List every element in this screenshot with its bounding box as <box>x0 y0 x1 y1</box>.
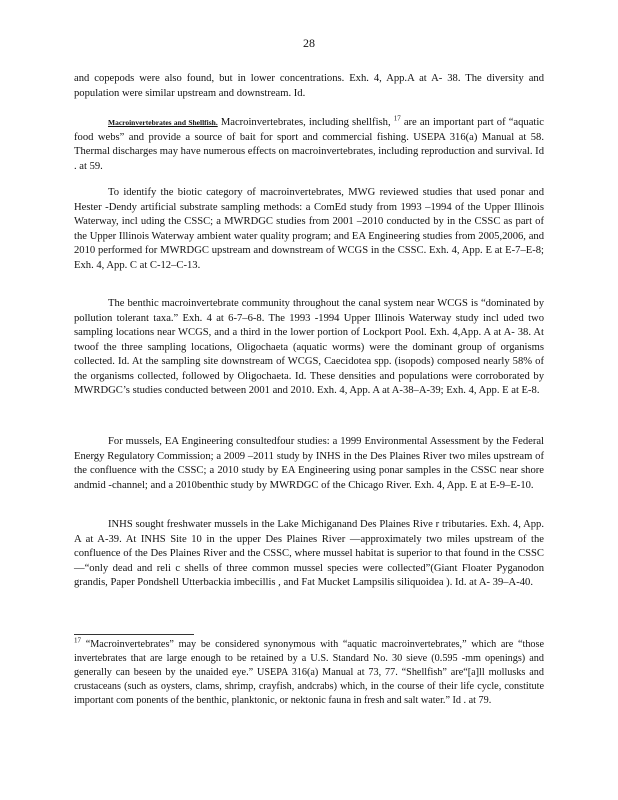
paragraph-2 <box>74 116 544 174</box>
paragraph-5-text: For mussels, EA Engineering consultedfour studies: a 1999 Environmental Assessment by the Federal Energy Regulatory Commission; a 2009 –2011 study by INHS in the Des Plaines River two miles upstream of the confluence with the CSSC; a 2010 study by EA Engineering using ponar samples in the CSSC near shore andmid -channel; and a 2010benthic study by MWRDGC of the Chicago River. Exh. 4, App. E at E-9–E-10. <box>74 436 544 491</box>
page-number: 28 <box>303 36 315 50</box>
section-heading: Macroinvertebrates and Shellfish. <box>108 118 218 127</box>
footnote <box>74 638 544 708</box>
paragraph-1 <box>74 72 544 101</box>
paragraph-3 <box>74 186 544 273</box>
paragraph-2-text <box>74 116 544 174</box>
paragraph-4-text: The benthic macroinvertebrate community throughout the canal system near WCGS is “dominated by pollution tolerant taxa.” Exh. 4 at 6-7–6-8. The 1993 -1994 Upper Illinois Waterway study incl uded two sampling locations near WCGS, and a third in the lower portion of Lockport Pool. Exh. 4,App. A at A- 38. At twoof the three sampling locations, Oligochaeta (aquatic worms) were the dominant group of organisms collected. Id. At the sampling site downstream of WCGS, Caecidotea spp. (isopods) composed nearly 58% of the organisms collected, followed by Oligochaeta. Id. These densities and populations were corroborated by MWRDGC’s studies conducted between 2001 and 2010. Exh. 4, App. A at A-38–A-39; Exh. 4, App. E at E-8. <box>74 298 544 396</box>
paragraph-5 <box>74 435 544 493</box>
paragraph-3-text: To identify the biotic category of macroinvertebrates, MWG reviewed studies that used ponar and Hester -Dendy artificial substrate sampling methods: a ComEd study from 1993 –1994 of the Upper Illinois Waterway, incl uding the CSSC; a MWRDGC studies from 2001 –2010 conducted by in the CSSC as part of the Upper Illinois Waterway ambient water quality program; and EA Engineering studies from 2005,2006, and 2010 performed for MWRDGC upstream and downstream of WCGS in the CSSC. Exh. 4, App. E at E-7–E-8; Exh. 4, App. C at C-12–C-13. <box>74 187 544 271</box>
footnote-body: “Macroinvertebrates” may be considered synonymous with “aquatic macroinvertebrates,” which are “those invertebrates that are large enough to be retained by a U.S. Standard No. 30 sieve (0.595 -mm openings) and generally can beseen by the unaided eye.” USEPA 316(a) Manual at 73, 77. “Shellfish” are“[a]ll mollusks and crustaceans (such as oysters, clams, shrimp, crayfish, andcrabs) which, in the course of their life cycle, constitute important com ponents of the benthic, planktonic, or nektonic fauna in fresh and salt water.” Id . at 79. <box>74 639 545 706</box>
paragraph-2-body: Macroinvertebrates, including shellfish, <box>220 117 391 128</box>
footnote-number: 17 <box>74 636 81 645</box>
paragraph-4 <box>74 297 544 399</box>
footnote-text <box>74 638 544 708</box>
paragraph-6-text: INHS sought freshwater mussels in the Lake Michiganand Des Plaines Rive r tributaries. Exh. 4, App. A at A-39. At INHS Site 10 in the upper Des Plaines River —approximately two miles upstream of the confluence of the Des Plaines River and the CSSC, where mussel habitat is superior to that found in the CSSC —“only dead and reli c shells of three common mussel species were collected”(Giant Floater Pyganodon grandis, Paper Pondshell Utterbackia imbecillis , and Fat Mucket Lampsilis siliquoidea ). Id. at A- 39–A-40. <box>74 519 544 588</box>
footnote-ref: 17 <box>393 114 401 123</box>
footnote-divider <box>74 634 194 635</box>
paragraph-1-text: and copepods were also found, but in lower concentrations. Exh. 4, App.A at A- 38. The diversity and population were similar upstream and downstream. Id. <box>74 73 544 99</box>
paragraph-2-rest: are an important part of “aquatic food webs” and provide a source of bait for sport and commercial fishing. USEPA 316(a) Manual at 58. Thermal discharges may have numerous effects on macroinvertebrates, including reproduction and survival. Id . at 59. <box>74 117 545 172</box>
paragraph-6 <box>74 518 544 591</box>
